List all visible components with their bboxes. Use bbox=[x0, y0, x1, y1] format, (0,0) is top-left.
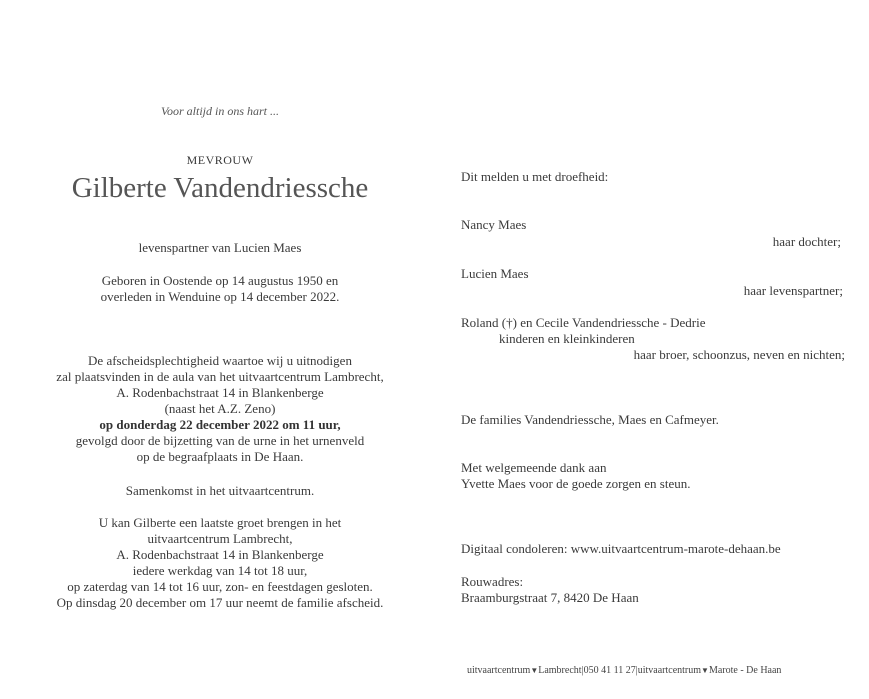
family-sub: kinderen en kleinkinderen bbox=[499, 331, 635, 346]
family-name: Nancy Maes bbox=[461, 217, 527, 232]
footer-text: Lambrecht bbox=[538, 665, 582, 676]
visit-line: uitvaartcentrum Lambrecht, bbox=[147, 531, 293, 546]
family-name: Lucien Maes bbox=[461, 266, 529, 281]
ceremony-block bbox=[10, 353, 430, 465]
life-dates bbox=[10, 273, 430, 305]
family-relation: haar dochter; bbox=[772, 234, 841, 249]
death-text: overleden in Wenduine op 14 december 2022. bbox=[100, 289, 340, 304]
burial-line: gevolgd door de bijzetting van de urne in het urnenveld bbox=[75, 433, 365, 448]
family-relation: haar levenspartner; bbox=[743, 283, 843, 298]
thanks-line: Yvette Maes voor de goede zorgen en steun. bbox=[461, 476, 691, 491]
partner-line bbox=[10, 240, 430, 256]
ceremony-date: op donderdag 22 december 2022 om 11 uur, bbox=[99, 417, 341, 432]
visit-block bbox=[10, 515, 430, 611]
condolence-line: Digitaal condoleren: www.uitvaartcentrum-marote-dehaan.be bbox=[461, 541, 781, 556]
visit-line: U kan Gilberte een laatste groet brengen in het bbox=[98, 515, 342, 530]
footer-text: Marote - De Haan bbox=[708, 665, 782, 676]
ceremony-line: A. Rodenbachstraat 14 in Blankenberge bbox=[116, 385, 324, 400]
gathering-text: Samenkomst in het uitvaartcentrum. bbox=[125, 483, 315, 498]
address-text: Braamburgstraat 7, 8420 De Haan bbox=[461, 590, 639, 605]
visit-line: A. Rodenbachstraat 14 in Blankenberge bbox=[116, 547, 324, 562]
gathering-block bbox=[10, 483, 430, 499]
intro-text: Dit melden u met droefheid: bbox=[461, 169, 609, 184]
honorific: MEVROUW bbox=[186, 153, 254, 167]
ceremony-line: (naast het A.Z. Zeno) bbox=[164, 401, 276, 416]
ceremony-line: De afscheidsplechtigheid waartoe wij u uitnodigen bbox=[88, 353, 352, 368]
address-label: Rouwadres: bbox=[461, 574, 524, 589]
family-name: Roland (†) en Cecile Vandendriessche - Dedrie bbox=[461, 315, 706, 330]
visit-line: Op dinsdag 20 december om 17 uur neemt de familie afscheid. bbox=[56, 595, 384, 610]
footer-phone: 050 41 11 27 bbox=[583, 665, 636, 676]
birth-text: Geboren in Oostende op 14 augustus 1950 en bbox=[101, 273, 339, 288]
footer-text: uitvaartcentrum bbox=[637, 665, 702, 676]
ceremony-line: zal plaatsvinden in de aula van het uitvaartcentrum Lambrecht, bbox=[56, 369, 384, 384]
motto: Voor altijd in ons hart ... bbox=[160, 104, 279, 118]
triangle-icon: ▼ bbox=[701, 666, 709, 675]
visit-line: op zaterdag van 14 tot 16 uur, zon- en feestdagen gesloten. bbox=[67, 579, 373, 594]
triangle-icon: ▼ bbox=[530, 666, 539, 675]
thanks-line: Met welgemeende dank aan bbox=[461, 460, 607, 475]
family-relation: haar broer, schoonzus, neven en nichten; bbox=[633, 347, 845, 362]
partner-text: levenspartner van Lucien Maes bbox=[138, 240, 302, 255]
visit-line: iedere werkdag van 14 tot 18 uur, bbox=[132, 563, 308, 578]
deceased-name: Gilberte Vandendriessche bbox=[71, 172, 369, 204]
families-line: De families Vandendriessche, Maes en Cafmeyer. bbox=[461, 412, 719, 427]
footer-text: uitvaartcentrum bbox=[467, 665, 531, 676]
funeral-home-footer: uitvaartcentrum▼Lambrecht|050 41 11 27|uitvaartcentrum▼Marote - De Haan bbox=[467, 665, 782, 676]
burial-line: op de begraafplaats in De Haan. bbox=[136, 449, 304, 464]
